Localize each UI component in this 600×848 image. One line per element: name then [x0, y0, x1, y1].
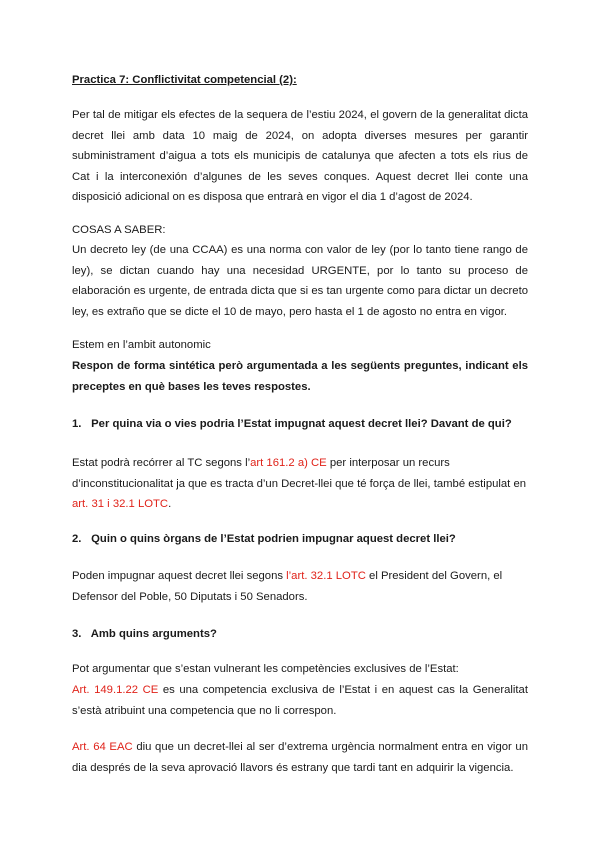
- question-2-text: Quin o quins òrgans de l’Estat podrien impugnar aquest decret llei?: [91, 533, 456, 545]
- answer-3-text-2: diu que un decret-llei al ser d’extrema urgència normalment entra en vigor un dia després de la seva aprovació llavors és estrany que tardi tant en adquirir la vigencia.: [72, 741, 528, 774]
- answer-3-text-1: es una competencia exclusiva de l’Estat i en aquest cas la Generalitat s’està atribuint una competencia que no li correspon.: [72, 684, 528, 717]
- question-1-number: 1.: [72, 418, 82, 430]
- answer-1-ref-1: art 161.2 a) CE: [250, 457, 327, 469]
- question-1-text: Per quina via o vies podria l’Estat impugnat aquest decret llei? Davant de qui?: [91, 418, 512, 430]
- answer-3-ref-1: Art. 149.1.22 CE: [72, 684, 159, 696]
- answer-1-pre: Estat podrà recórrer al TC segons l’: [72, 457, 251, 469]
- answer-1-ref-2: art. 31 i 32.1 LOTC: [72, 498, 169, 510]
- answer-1: [72, 453, 528, 515]
- question-3-number: 3.: [72, 628, 82, 640]
- answer-2: [72, 566, 528, 607]
- answer-3-intro: Pot argumentar que s’estan vulnerant les competències exclusives de l’Estat:: [72, 663, 459, 675]
- question-2-number: 2.: [72, 533, 82, 545]
- question-3: [72, 624, 528, 645]
- cosas-heading: COSAS A SABER:: [72, 224, 166, 236]
- question-3-text: Amb quins arguments?: [90, 628, 217, 640]
- page-title: Practica 7: Conflictivitat competencial (2):: [72, 74, 297, 86]
- answer-2-pre: Poden impugnar aquest decret llei segons: [72, 570, 287, 582]
- instructions-paragraph: Respon de forma sintética però argumentada a les següents preguntes, indicant els preceptes en què bases les teves respostes.: [72, 360, 528, 393]
- question-2: [72, 529, 528, 550]
- answer-3-paragraph-2: [72, 737, 528, 778]
- answer-2-post: el President del Govern, el Defensor del Poble, 50 Diputats i 50 Senadors.: [72, 570, 503, 603]
- answer-3-ref-2: Art. 64 EAC: [72, 741, 133, 753]
- question-1: [72, 414, 528, 435]
- answer-1-post: .: [168, 498, 172, 510]
- estem-line: Estem en l’ambit autonomic: [72, 339, 211, 351]
- cosas-paragraph: Un decreto ley (de una CCAA) es una norma con valor de ley (por lo tanto tiene rango de ley), se dictan cuando hay una necesidad URGENTE, por lo tanto su proceso de elaboración es urgente, de entrada dicta que si es tan urgente como para dictar un decreto ley, es extraño que se dicte el 10 de mayo, pero hasta el 1 de agosto no entra en vigor.: [72, 244, 528, 318]
- answer-1-mid: per interposar un recurs d’inconstitucionalitat ja que es tracta d’un Decret-llei que té força de llei, també estipulat en: [72, 457, 527, 490]
- answer-3-paragraph-1: [72, 680, 528, 721]
- intro-paragraph: Per tal de mitigar els efectes de la sequera de l’estiu 2024, el govern de la generalitat dicta decret llei amb data 10 maig de 2024, on adopta diverses mesures per garantir subministrament d’aigua a tots els municipis de catalunya que afecten a tots els rius de Cat i la interconexión d’algunes de les seves conques. Aquest decret llei conte una disposició adicional on es disposa que entrarà en vigor el dia 1 d’agost de 2024.: [72, 109, 528, 203]
- answer-2-ref: l’art. 32.1 LOTC: [286, 570, 366, 582]
